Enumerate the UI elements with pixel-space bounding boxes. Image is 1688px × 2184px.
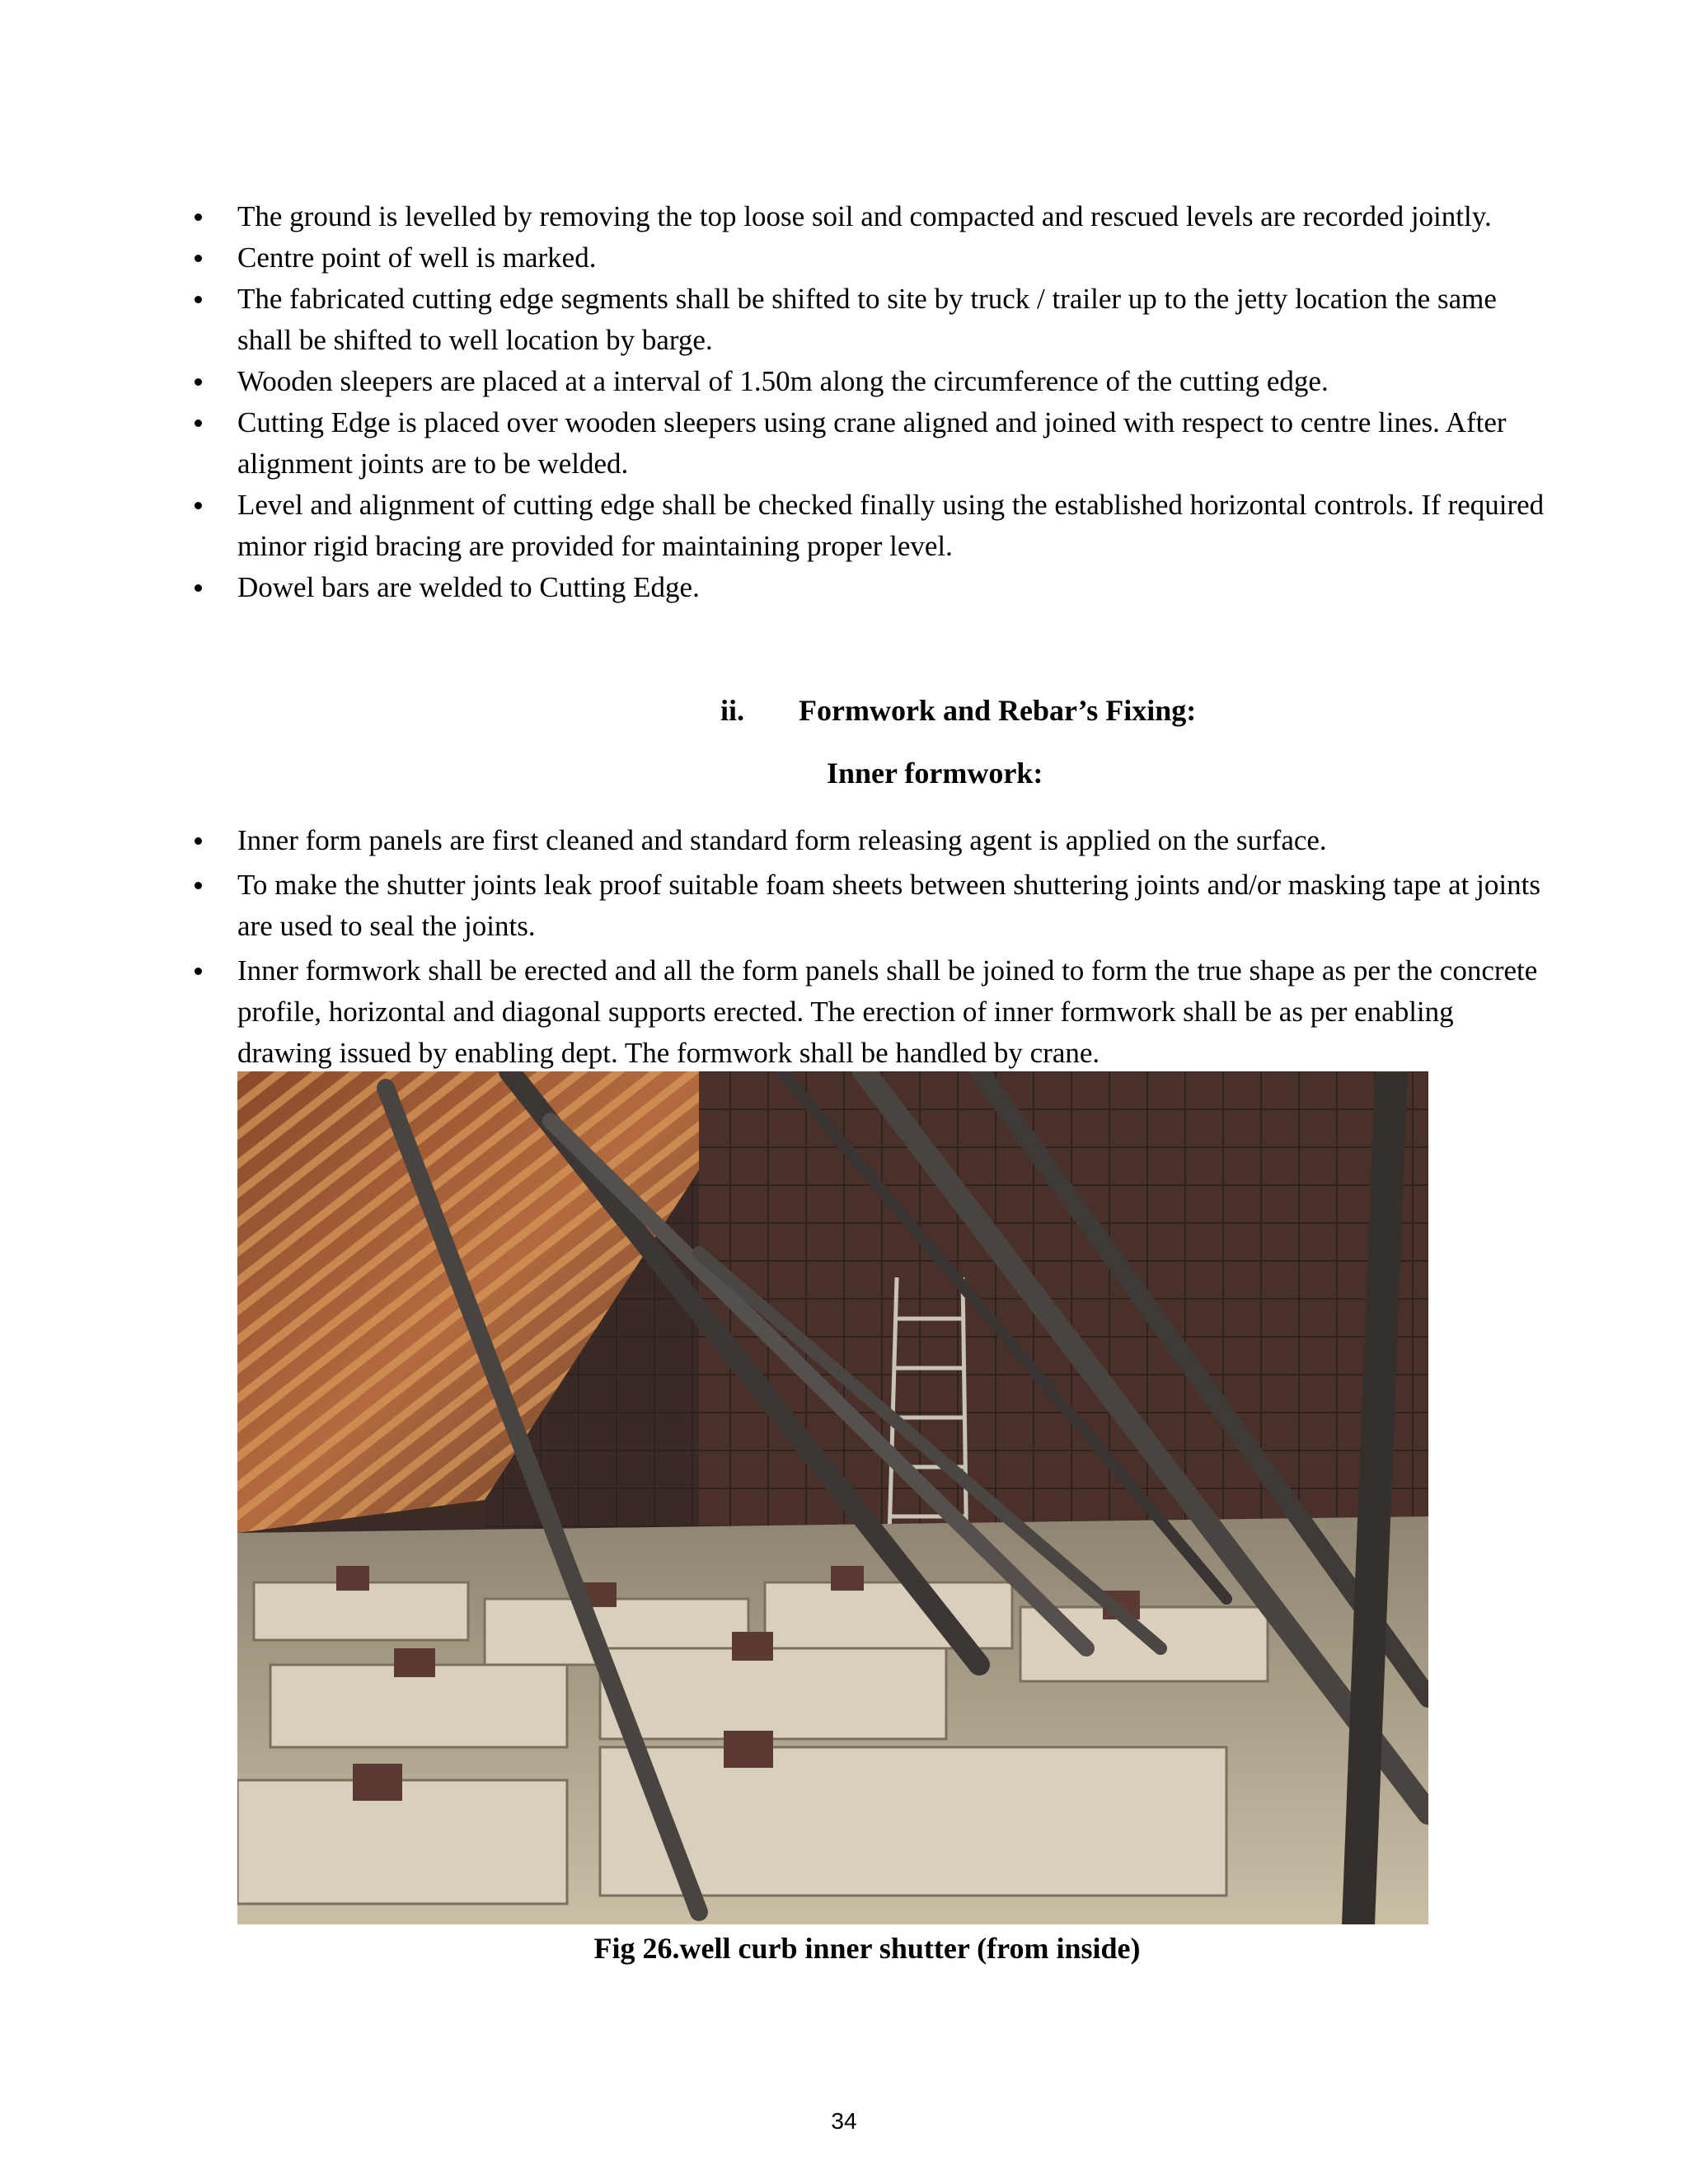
bullet-icon xyxy=(195,882,202,889)
figure-photo xyxy=(237,1071,1428,1924)
list-item: Cutting Edge is placed over wooden sleepers using crane aligned and joined with respect to centre lines. After alignment joints are to be welded. xyxy=(183,402,1551,485)
list-item: Inner form panels are first cleaned and standard form releasing agent is applied on the surface. xyxy=(183,820,1551,861)
bullet-icon xyxy=(195,502,202,509)
section-title: Formwork and Rebar’s Fixing: xyxy=(799,694,1197,727)
section-heading xyxy=(720,692,1196,729)
list-item: To make the shutter joints leak proof suitable foam sheets between shuttering joints and/or masking tape at joints are used to seal the joints. xyxy=(183,865,1551,947)
bullet-list-site-preparation xyxy=(183,196,1551,608)
subsection-heading: Inner formwork: xyxy=(827,757,1043,790)
bullet-icon xyxy=(195,255,202,262)
figure-caption: Fig 26.well curb inner shutter (from inside) xyxy=(593,1932,1141,1965)
list-item: Inner formwork shall be erected and all the form panels shall be joined to form the true shape as per the concrete profile, horizontal and diagonal supports erected. The erection of inner formwork shall be as per enabling drawing issued by enabling dept. The formwork shall be handled by crane. xyxy=(183,950,1551,1074)
bullet-icon xyxy=(195,584,202,592)
list-item: The ground is levelled by removing the top loose soil and compacted and rescued levels are recorded jointly. xyxy=(183,196,1551,237)
list-item: Level and alignment of cutting edge shall be checked finally using the established horizontal controls. If required minor rigid bracing are provided for maintaining proper level. xyxy=(183,485,1551,567)
bullet-icon xyxy=(195,837,202,845)
bullet-list-inner-formwork xyxy=(183,820,1551,1077)
bullet-icon xyxy=(195,419,202,427)
list-item: Dowel bars are welded to Cutting Edge. xyxy=(183,567,1551,608)
bullet-icon xyxy=(195,378,202,386)
page-number: 34 xyxy=(831,2108,857,2134)
bullet-icon xyxy=(195,213,202,221)
bullet-icon xyxy=(195,968,202,975)
list-item: The fabricated cutting edge segments shall be shifted to site by truck / trailer up to the jetty location the same shall be shifted to well location by barge. xyxy=(183,279,1551,361)
bullet-icon xyxy=(195,296,202,303)
list-item: Centre point of well is marked. xyxy=(183,237,1551,279)
list-item: Wooden sleepers are placed at a interval of 1.50m along the circumference of the cutting edge. xyxy=(183,361,1551,402)
section-number: ii. xyxy=(720,694,745,727)
